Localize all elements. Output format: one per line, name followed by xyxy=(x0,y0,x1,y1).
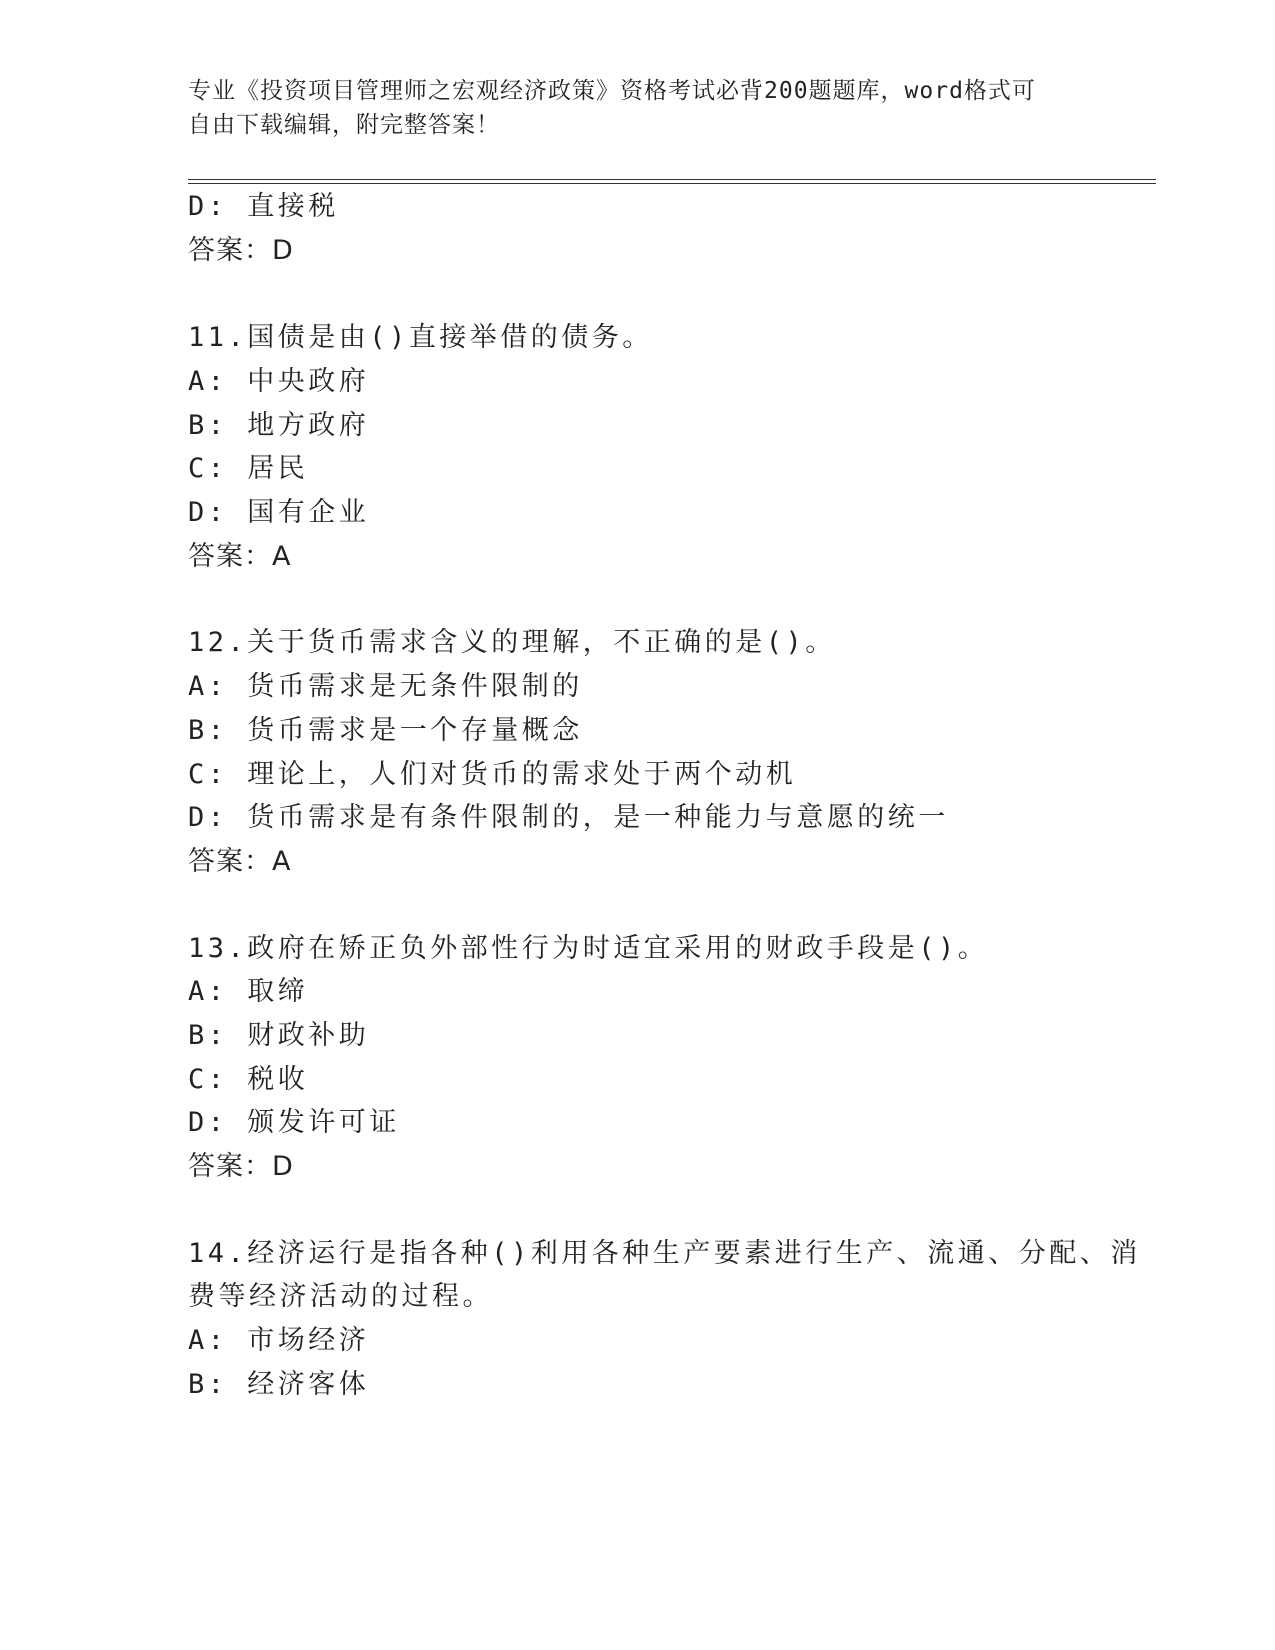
option-d: D: 国有企业 xyxy=(188,497,370,528)
answer: 答案：D xyxy=(188,1151,294,1182)
question-stem: 12.关于货币需求含义的理解，不正确的是()。 xyxy=(188,627,836,658)
option-d: D: 颁发许可证 xyxy=(188,1107,400,1138)
answer: 答案：D xyxy=(188,235,294,266)
question-stem: 14.经济运行是指各种()利用各种生产要素进行生产、流通、分配、消 xyxy=(188,1238,1141,1269)
answer: 答案：A xyxy=(188,541,292,572)
option-b: B: 货币需求是一个存量概念 xyxy=(188,715,583,746)
option-a: A: 取缔 xyxy=(188,976,309,1007)
option-a: A: 货币需求是无条件限制的 xyxy=(188,671,583,702)
option-d: D: 货币需求是有条件限制的，是一种能力与意愿的统一 xyxy=(188,802,949,833)
option-a: A: 中央政府 xyxy=(188,366,370,397)
answer: 答案：A xyxy=(188,846,292,877)
option-b: B: 财政补助 xyxy=(188,1020,370,1051)
question-stem: 13.政府在矫正负外部性行为时适宜采用的财政手段是()。 xyxy=(188,933,989,964)
option-a: A: 市场经济 xyxy=(188,1325,370,1356)
option-b: B: 地方政府 xyxy=(188,410,370,441)
document-header xyxy=(188,74,1088,142)
option-c: C: 税收 xyxy=(188,1064,309,1095)
option-c: C: 理论上，人们对货币的需求处于两个动机 xyxy=(188,759,797,790)
header-divider-bottom xyxy=(188,183,1156,184)
header-divider-top xyxy=(188,179,1156,180)
question-stem: 11.国债是由()直接举借的债务。 xyxy=(188,322,653,353)
option-c: C: 居民 xyxy=(188,453,309,484)
option-b: B: 经济客体 xyxy=(188,1369,370,1400)
header-line-1: 专业《投资项目管理师之宏观经济政策》资格考试必背200题题库，word格式可 xyxy=(188,78,1036,104)
option-d: D: 直接税 xyxy=(188,191,339,222)
question-stem-continued: 费等经济活动的过程。 xyxy=(188,1281,493,1312)
header-line-2: 自由下载编辑，附完整答案！ xyxy=(188,112,500,138)
